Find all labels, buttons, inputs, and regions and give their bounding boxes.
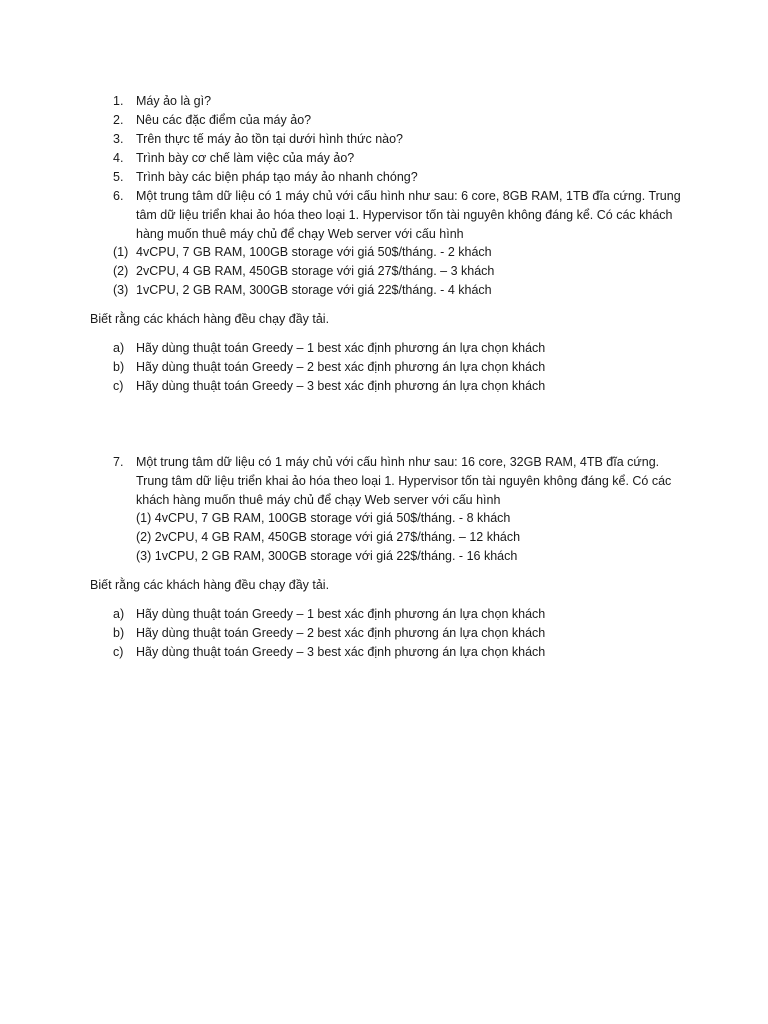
list-number: 5. (113, 170, 124, 184)
question-text: khách hàng muốn thuê máy chủ để chạy Web server với cấu hình (136, 493, 501, 507)
question-text: Máy ảo là gì? (136, 94, 212, 108)
list-number: 1. (113, 94, 124, 108)
question-text: hàng muốn thuê máy chủ để chạy Web server với cấu hình (136, 227, 464, 241)
option-text: 4vCPU, 7 GB RAM, 100GB storage với giá 50$/tháng. - 2 khách (136, 245, 492, 259)
question-text: Nêu các đặc điểm của máy ảo? (136, 113, 312, 127)
task-letter: c) (113, 645, 124, 659)
list-number: 7. (113, 455, 124, 469)
task-letter: a) (113, 341, 125, 355)
task-letter: c) (113, 379, 124, 393)
task-letter: a) (113, 607, 125, 621)
option-number: (1) (113, 245, 129, 259)
option-text: (2) 2vCPU, 4 GB RAM, 450GB storage với giá 27$/tháng. – 12 khách (136, 530, 521, 544)
task-letter: b) (113, 626, 125, 640)
question-text: Trung tâm dữ liệu triển khai ảo hóa theo loại 1. Hypervisor tốn tài nguyên không đáng kể. Có các (136, 474, 672, 488)
option-number: (2) (113, 264, 129, 278)
option-text: (3) 1vCPU, 2 GB RAM, 300GB storage với giá 22$/tháng. - 16 khách (136, 549, 518, 563)
list-number: 3. (113, 132, 124, 146)
task-text: Hãy dùng thuật toán Greedy – 2 best xác định phương án lựa chọn khách (136, 360, 546, 374)
task-text: Hãy dùng thuật toán Greedy – 1 best xác định phương án lựa chọn khách (136, 607, 546, 621)
option-text: (1) 4vCPU, 7 GB RAM, 100GB storage với giá 50$/tháng. - 8 khách (136, 511, 511, 525)
question-text: Trình bày cơ chế làm việc của máy ảo? (136, 151, 355, 165)
question-text: Một trung tâm dữ liệu có 1 máy chủ với cấu hình như sau: 16 core, 32GB RAM, 4TB đĩa cứng. (136, 455, 660, 469)
task-text: Hãy dùng thuật toán Greedy – 3 best xác định phương án lựa chọn khách (136, 645, 546, 659)
task-text: Hãy dùng thuật toán Greedy – 1 best xác định phương án lựa chọn khách (136, 341, 546, 355)
list-number: 2. (113, 113, 124, 127)
option-text: 1vCPU, 2 GB RAM, 300GB storage với giá 22$/tháng. - 4 khách (136, 283, 492, 297)
list-number: 6. (113, 189, 124, 203)
task-letter: b) (113, 360, 125, 374)
list-number: 4. (113, 151, 124, 165)
task-text: Hãy dùng thuật toán Greedy – 3 best xác định phương án lựa chọn khách (136, 379, 546, 393)
question-text: Một trung tâm dữ liệu có 1 máy chủ với cấu hình như sau: 6 core, 8GB RAM, 1TB đĩa cứng. Trung (136, 189, 681, 203)
question-text: tâm dữ liệu triển khai ảo hóa theo loại 1. Hypervisor tốn tài nguyên không đáng kể. Có các khách (136, 208, 673, 222)
question-text: Trên thực tế máy ảo tồn tại dưới hình thức nào? (136, 132, 404, 146)
option-text: 2vCPU, 4 GB RAM, 450GB storage với giá 27$/tháng. – 3 khách (136, 264, 495, 278)
question-text: Trình bày các biện pháp tạo máy ảo nhanh chóng? (136, 170, 418, 184)
task-text: Hãy dùng thuật toán Greedy – 2 best xác định phương án lựa chọn khách (136, 626, 546, 640)
option-number: (3) (113, 283, 129, 297)
note-text: Biết rằng các khách hàng đều chạy đầy tải. (90, 578, 330, 592)
note-text: Biết rằng các khách hàng đều chạy đầy tải. (90, 312, 330, 326)
